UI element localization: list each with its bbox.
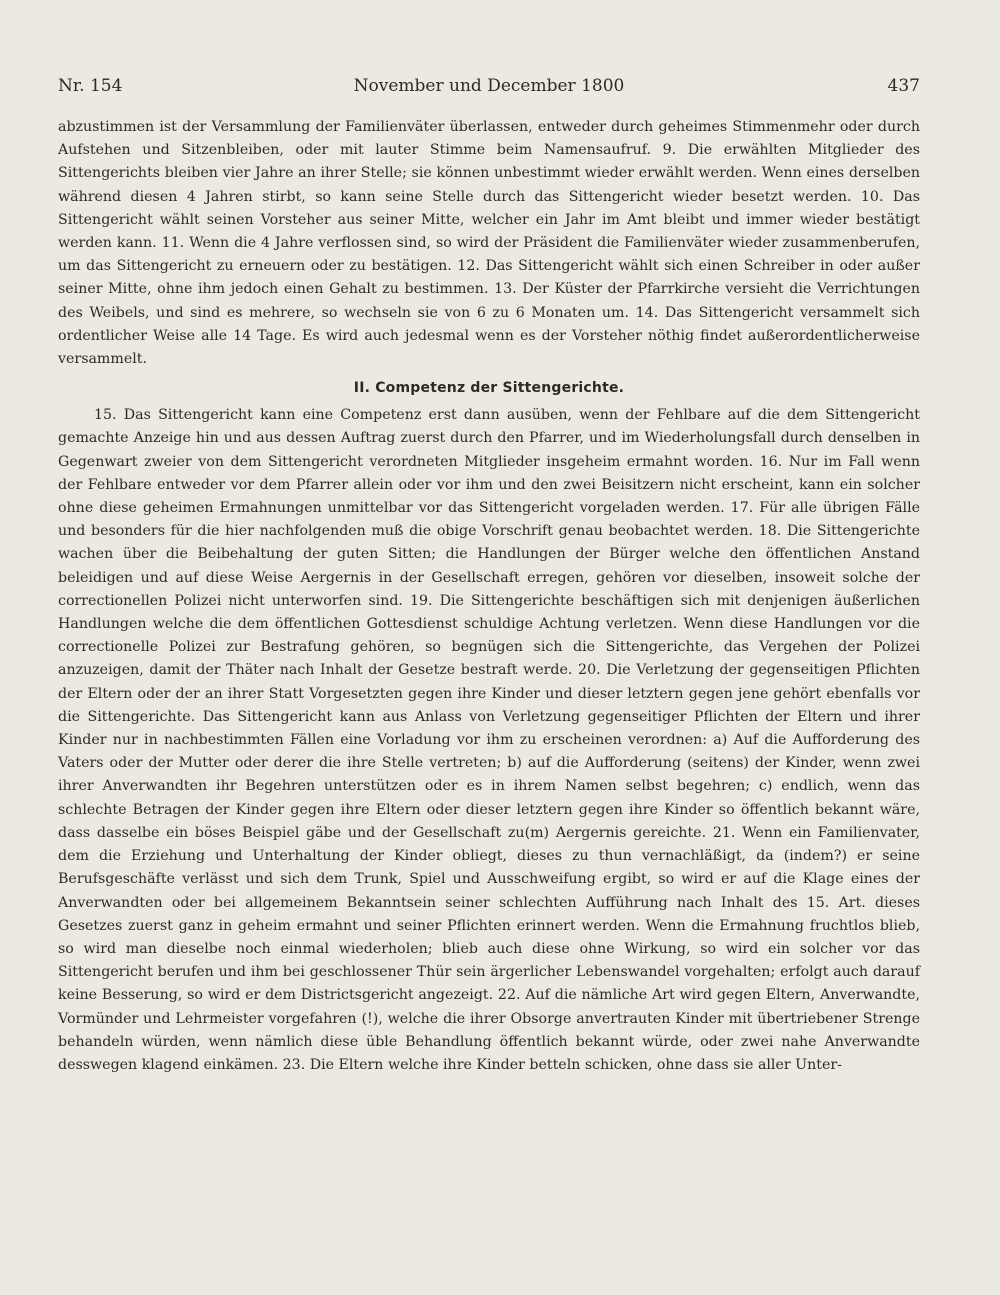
document-page: [58, 0, 920, 1295]
running-header: [58, 76, 920, 100]
paragraph-section-two: 15. Das Sittengericht kann eine Competenz erst dann ausüben, wenn der Fehlbare auf die dem Sittengericht gemachte Anzeige hin und aus dessen Auftrag zuerst durch den Pfarrer, und im Wiederholungsfall durch denselben in Gegenwart zweier von dem Sittengericht verordneten Mitglieder insgeheim ermahnt worden. 16. Nur im Fall wenn der Fehlbare entweder vor dem Pfarrer allein oder vor ihm und den zwei Beisitzern nicht erscheint, kann ein solcher ohne diese geheimen Ermahnungen unmittelbar vor das Sittengericht vorgeladen werden. 17. Für alle übrigen Fälle und besonders für die hier nachfolgenden muß die obige Vorschrift genau beobachtet werden. 18. Die Sittengerichte wachen über die Beibehaltung der guten Sitten; die Handlungen der Bürger welche den öffentlichen Anstand beleidigen und auf diese Weise Aergernis in der Gesellschaft erregen, gehören vor dieselben, insoweit solche der correctionellen Polizei nicht unterworfen sind. 19. Die Sittengerichte beschäftigen sich mit denjenigen äußerlichen Handlungen welche die dem öffentlichen Gottesdienst schuldige Achtung verletzen. Wenn diese Handlungen vor die correctionelle Polizei zur Bestrafung gehören, so begnügen sich die Sittengerichte, das Vergehen der Polizei anzuzeigen, damit der Thäter nach Inhalt der Gesetze bestraft werde. 20. Die Verletzung der gegenseitigen Pflichten der Eltern oder der an ihrer Statt Vorgesetzten gegen ihre Kinder und dieser letztern gegen jene gehört ebenfalls vor die Sittengerichte. Das Sittengericht kann aus Anlass von Verletzung gegenseitiger Pflichten der Eltern und ihrer Kinder nur in nachbestimmten Fällen eine Vorladung vor ihm zu erscheinen verordnen: a) Auf die Aufforderung des Vaters oder der Mutter oder derer die ihre Stelle vertreten; b) auf die Aufforderung (seitens) der Kinder, wenn zwei ihrer Anverwandten ihr Begehren unterstützen oder es in ihrem Namen selbst begehren; c) endlich, wenn das schlechte Betragen der Kinder gegen ihre Eltern oder dieser letztern gegen ihre Kinder so öffentlich bekannt wäre, dass dasselbe ein böses Beispiel gäbe und der Gesellschaft zu(m) Aergernis gereichte. 21. Wenn ein Familienvater, dem die Erziehung und Unterhaltung der Kinder obliegt, dieses zu thun vernachläßigt, da (indem?) er seine Berufsgeschäfte verlässt und sich dem Trunk, Spiel und Ausschweifung ergibt, so wird er auf die Klage eines der Anverwandten oder bei allgemeinem Bekanntsein seiner schlechten Aufführung nach Inhalt des 15. Art. dieses Gesetzes zuerst ganz in geheim ermahnt und seiner Pflichten erinnert werden. Wenn die Ermahnung fruchtlos blieb, so wird man dieselbe noch einmal wiederholen; blieb auch diese ohne Wirkung, so wird ein solcher vor das Sittengericht berufen und ihm bei geschlossener Thür sein ärgerlicher Lebenswandel vorgehalten; erfolgt auch darauf keine Besserung, so wird er dem Districtsgericht angezeigt. 22. Auf die nämliche Art wird gegen Eltern, Anverwandte, Vormünder und Lehrmeister vorgefahren (!), welche die ihrer Obsorge anvertrauten Kinder mit übertriebener Strenge behandeln würden, wenn nämlich diese üble Behandlung öffentlich bekannt würde, oder zwei nahe Anverwandte desswegen klagend einkämen. 23. Die Eltern welche ihre Kinder betteln schicken, ohne dass sie aller Unter-: [58, 407, 920, 1073]
page-number: 437: [887, 76, 920, 96]
date-heading: November und December 1800: [353, 76, 625, 96]
body-text: [58, 116, 920, 1077]
paragraph-continuation: abzustimmen ist der Versammlung der Familienväter überlassen, entweder durch geheimes Stimmenmehr oder durch Aufstehen und Sitzenbleiben, oder mit lauter Stimme beim Namensaufruf. 9. Die erwählten Mitglieder des Sittengerichts bleiben vier Jahre an ihrer Stelle; sie können unbestimmt wieder erwählt werden. Wenn eines derselben während diesen 4 Jahren stirbt, so kann seine Stelle durch das Sittengericht wieder besetzt werden. 10. Das Sittengericht wählt seinen Vorsteher aus seiner Mitte, welcher ein Jahr im Amt bleibt und immer wieder bestätigt werden kann. 11. Wenn die 4 Jahre verflossen sind, so wird der Präsident die Familienväter wieder zusammenberufen, um das Sittengericht zu erneuern oder zu bestätigen. 12. Das Sittengericht wählt sich einen Schreiber in oder außer seiner Mitte, ohne ihm jedoch einen Gehalt zu bestimmen. 13. Der Küster der Pfarrkirche versieht die Verrichtungen des Weibels, und sind es mehrere, so wechseln sie von 6 zu 6 Monaten um. 14. Das Sittengericht versammelt sich ordentlicher Weise alle 14 Tage. Es wird auch jedesmal wenn es der Vorsteher nöthig findet außerordentlicherweise versammelt.: [58, 119, 920, 368]
document-number: Nr. 154: [58, 76, 123, 96]
section-heading: II. Competenz der Sittengerichte.: [353, 380, 625, 397]
